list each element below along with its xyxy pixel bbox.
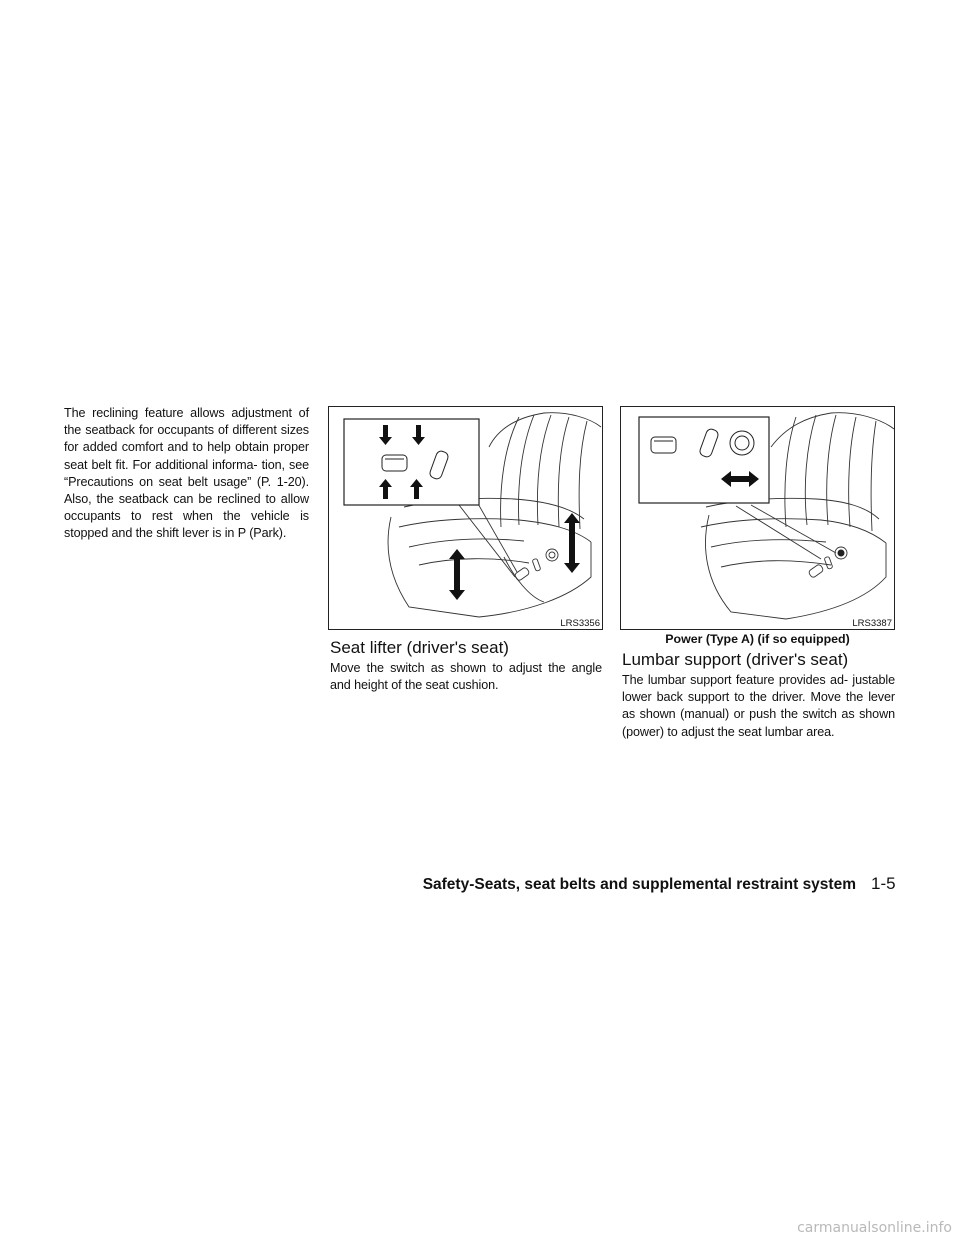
footer-page-number: 1-5 bbox=[871, 874, 896, 893]
figure-id: LRS3387 bbox=[852, 618, 892, 629]
figure-id: LRS3356 bbox=[560, 618, 600, 629]
lumbar-figure bbox=[620, 406, 895, 630]
lumbar-illustration bbox=[621, 407, 895, 630]
seat-lifter-illustration bbox=[329, 407, 603, 630]
lumbar-text bbox=[622, 672, 895, 741]
lumbar-heading: Lumbar support (driver's seat) bbox=[622, 650, 849, 669]
watermark: carmanualsonline.info bbox=[797, 1220, 952, 1236]
footer-section-title: Safety-Seats, seat belts and supplemental restraint system bbox=[422, 876, 856, 893]
seat-lifter-body: Move the switch as shown to adjust the angle and height of the seat cushion. bbox=[330, 661, 602, 693]
lumbar-body: The lumbar support feature provides ad- justable lower back support to the driver. Move the lever as shown (manual) or push the switch as shown (power) to adjust the seat lumbar area. bbox=[622, 673, 895, 739]
seat-lifter-text bbox=[330, 660, 602, 694]
intro-column bbox=[64, 405, 309, 543]
lumbar-figure-caption: Power (Type A) (if so equipped) bbox=[665, 632, 850, 646]
intro-paragraph: The reclining feature allows adjustment of the seatback for occupants of different sizes for added comfort and to help obtain proper seat belt fit. For additional informa- tion, see “Precautions on seat belt usage” (P. 1-20). Also, the seatback can be reclined to allow occupants to rest when the vehicle is stopped and the shift lever is in P (Park). bbox=[64, 406, 309, 541]
seat-lifter-figure bbox=[328, 406, 603, 630]
seat-lifter-heading: Seat lifter (driver's seat) bbox=[330, 638, 509, 657]
